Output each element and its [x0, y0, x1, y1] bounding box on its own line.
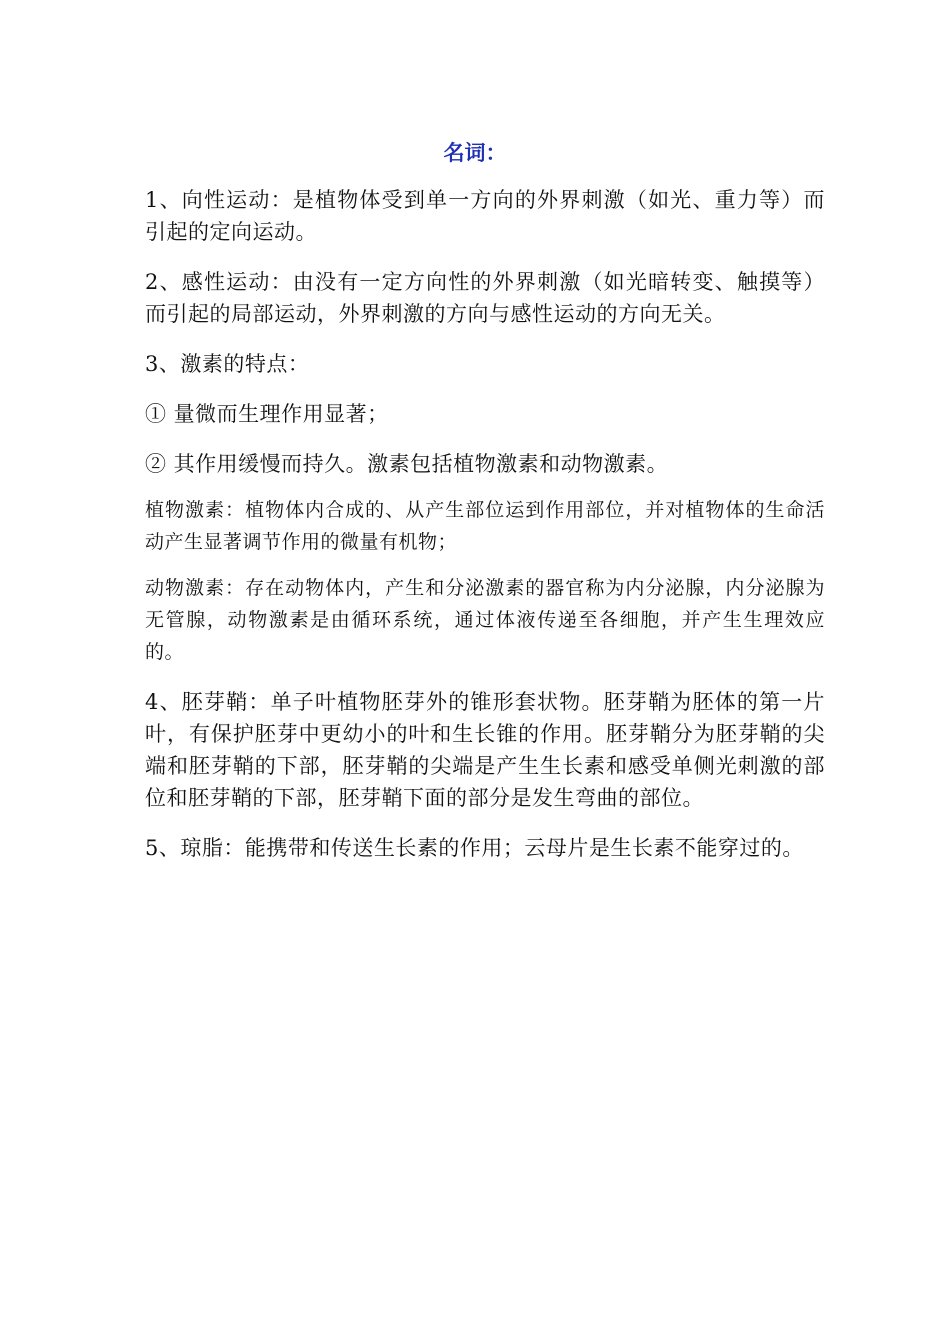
document-body: [145, 184, 825, 882]
paragraph-hormone-feature-1: ① 量微而生理作用显著；: [145, 402, 389, 426]
paragraph-agar: 5、琼脂：能携带和传送生长素的作用；云母片是生长素不能穿过的。: [145, 836, 804, 860]
paragraph-tropism: 1、向性运动：是植物体受到单一方向的外界刺激（如光、重力等）而引起的定向运动。: [145, 188, 825, 244]
paragraph-coleoptile: 4、胚芽鞘：单子叶植物胚芽外的锥形套状物。胚芽鞘为胚体的第一片叶，有保护胚芽中更幼小的叶和生长锥的作用。胚芽鞘分为胚芽鞘的尖端和胚芽鞘的下部，胚芽鞘的尖端是产生生长素和感受单侧光刺激的部位和胚芽鞘的下部，胚芽鞘下面的部分是发生弯曲的部位。: [145, 690, 825, 810]
document-title: 名词：: [443, 140, 507, 165]
paragraph-plant-hormone: 植物激素：植物体内合成的、从产生部位运到作用部位，并对植物体的生命活动产生显著调节作用的微量有机物；: [145, 499, 825, 553]
paragraph-hormone-feature-2: ② 其作用缓慢而持久。激素包括植物激素和动物激素。: [145, 452, 669, 476]
paragraph-nastic-movement: 2、感性运动：由没有一定方向性的外界刺激（如光暗转变、触摸等）而引起的局部运动，外界刺激的方向与感性运动的方向无关。: [145, 270, 825, 326]
paragraph-animal-hormone: 动物激素：存在动物体内，产生和分泌激素的器官称为内分泌腺，内分泌腺为无管腺，动物激素是由循环系统，通过体液传递至各细胞，并产生生理效应的。: [145, 577, 825, 663]
paragraph-hormone-features-heading: 3、激素的特点：: [145, 352, 310, 376]
